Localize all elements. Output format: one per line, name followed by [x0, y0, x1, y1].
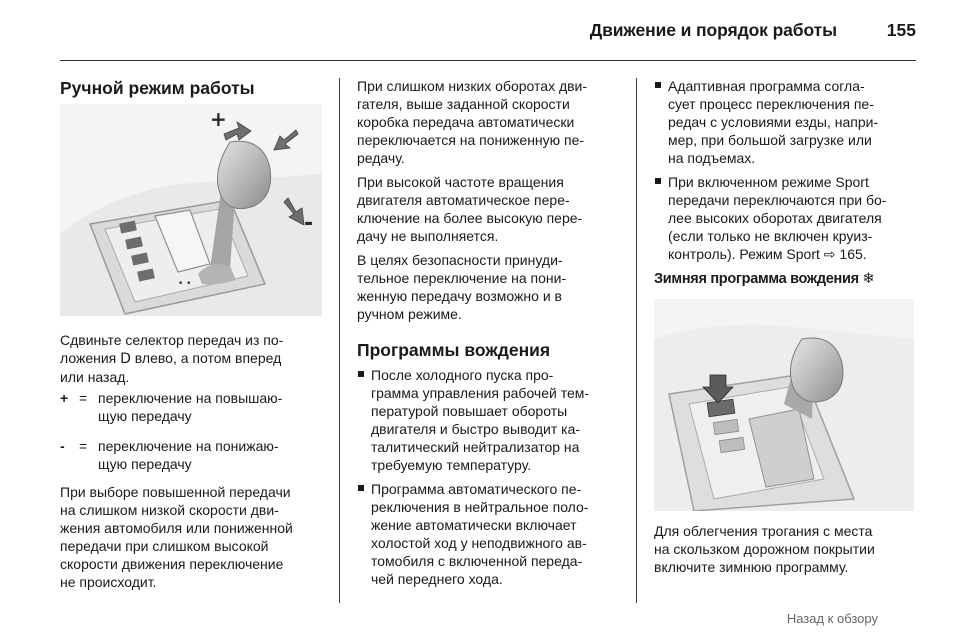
page-header-title: Движение и порядок работы [589, 20, 837, 40]
gear-selector-illustration [60, 104, 322, 316]
page-reference-arrow-icon: ⇨ [823, 247, 836, 263]
section-heading-manual-mode: Ручной режим работы [60, 78, 255, 98]
legend-symbol-minus: - [60, 438, 65, 454]
legend-equals: = [79, 438, 88, 454]
plus-symbol: + [210, 107, 227, 131]
page-number: 155 [886, 20, 916, 40]
paragraph-low-rpm: При слишком низких оборотах дви- гателя, выше заданной скорости коробка передача автоматически переключается на пониженную пе- редачу. [357, 78, 588, 166]
snowflake-icon: ❄ [862, 271, 875, 287]
legend-symbol-plus: + [60, 390, 69, 406]
column-divider [339, 78, 340, 603]
legend-text-downshift: переключение на понижаю- щую передачу [98, 438, 279, 472]
paragraph-safety: В целях безопасности принуди- тельное переключение на пони- женную передачу возможно и в ручном режиме. [357, 252, 567, 322]
shift-dots: • • [178, 279, 192, 289]
list-item-adaptive: Адаптивная программа согла- сует процесс переключения пе- редач с условиями езды, напри- мер, при большой загрузке или на подъемах. [654, 77, 924, 167]
column-divider [636, 78, 637, 603]
section-heading-winter-program: Зимняя программа вождения ❄ [654, 271, 875, 287]
page-reference: 165. [835, 246, 867, 262]
list-item-sport: При включенном режиме Sport передачи переключаются при бо- лее высоких оборотах двигателя (если только не включен круиз- контроль). Режим Sport ⇨ 165. [654, 173, 924, 264]
shift-restriction-paragraph: При выборе повышенной передачи на слишком низкой скорости дви- жения автомобиля или пониженной передачи при слишком высокой скорости движения переключение не происходит. [60, 484, 293, 590]
minus-symbol: - [304, 211, 314, 236]
right-column-list [654, 77, 924, 270]
legend-text-upshift: переключение на повышаю- щую передачу [98, 390, 283, 424]
d-position-label: D [120, 351, 131, 367]
header-rule [60, 60, 916, 61]
winter-button-drawing [654, 299, 914, 511]
list-item-cold-start: После холодного пуска про- грамма управления рабочей тем- пературой повышает обороты двигателя и быстро выводит ка- талитический нейтрализатор на требуемую температуру. [357, 366, 629, 474]
middle-column-text [357, 77, 627, 329]
gear-selector-drawing [60, 104, 322, 316]
paragraph-high-rpm: При высокой частоте вращения двигателя автоматическое пере- ключение на более высокую пере- дачу не выполняется. [357, 174, 583, 244]
section-heading-driving-programs: Программы вождения [357, 340, 551, 360]
intro-paragraph: Сдвиньте селектор передач из по- ложения D влево, а потом вперед или назад. [60, 332, 284, 385]
back-to-overview-link[interactable]: Назад к обзору [786, 611, 878, 626]
legend-equals: = [79, 390, 88, 406]
winter-program-paragraph: Для облегчения трогания с места на скользком дорожном покрытии включите зимнюю программу. [654, 523, 875, 575]
list-item-neutral-shift: Программа автоматического пе- реключения в нейтральное поло- жение автоматически включает холостой ход у неподвижного ав- томобиля с включенной переда- чей переднего хода. [357, 480, 629, 588]
winter-button-illustration [654, 299, 914, 511]
driving-programs-list [357, 366, 629, 594]
